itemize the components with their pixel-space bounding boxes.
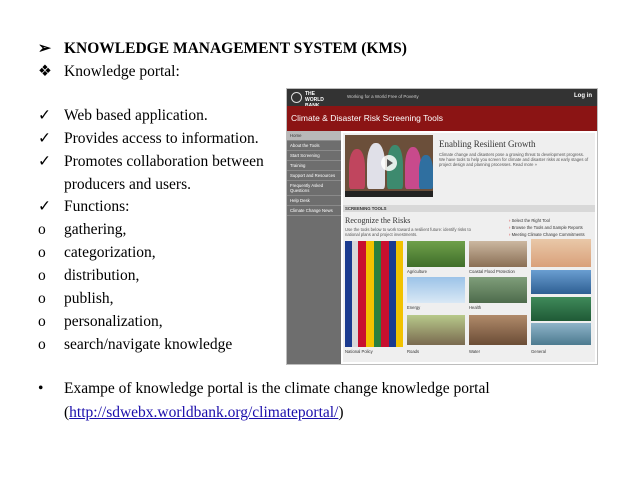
example-line [38, 380, 490, 398]
check-text: Functions: [64, 198, 130, 215]
function-text: publish, [64, 290, 114, 307]
health-image[interactable] [469, 277, 527, 303]
check-text: Web based application. [64, 107, 208, 124]
function-text: search/navigate knowledge [64, 336, 233, 353]
right-link[interactable]: › Browse the Tools and Sample Reports [509, 225, 583, 230]
function-text: categorization, [64, 244, 156, 261]
portal-nav-item[interactable]: Climate Change News [287, 206, 341, 216]
circle-bullet-icon: o [38, 267, 46, 284]
tile-label: National Policy [345, 349, 373, 354]
tile-label: Health [469, 305, 482, 310]
round-bullet-icon: • [38, 380, 44, 397]
portal-tagline: Working for a World Free of Poverty [347, 94, 419, 99]
recognize-text: Use the tools below to work toward a resilient future: identify risks to national plans and project investments. [345, 227, 471, 237]
check-item [38, 130, 259, 148]
portal-banner-title: Climate & Disaster Risk Screening Tools [291, 113, 443, 123]
arrow-icon: › [509, 232, 512, 237]
portal-sidebar [287, 131, 341, 364]
check-item-continuation [38, 176, 191, 194]
circle-bullet-icon: o [38, 313, 46, 330]
function-text: personalization, [64, 313, 163, 330]
roads-image[interactable] [407, 315, 465, 345]
portal-nav-item[interactable]: Help Desk [287, 196, 341, 206]
section-bar [343, 205, 595, 212]
arrow-bullet-icon: ➢ [38, 40, 51, 57]
check-icon: ✓ [38, 198, 51, 215]
forest-image[interactable] [531, 297, 591, 321]
check-icon: ✓ [38, 107, 51, 124]
feature-video[interactable] [345, 135, 433, 197]
arrow-icon: › [509, 218, 512, 223]
portal-nav-item[interactable]: Start Screening [287, 151, 341, 161]
function-item [38, 313, 163, 331]
tile-label: Roads [407, 349, 420, 354]
check-icon: ✓ [38, 130, 51, 147]
arrow-icon: › [509, 225, 512, 230]
tile-label: Agriculture [407, 269, 428, 274]
check-text: producers and users. [64, 176, 191, 193]
ship-image[interactable] [531, 270, 591, 294]
right-link[interactable]: › Select the Right Tool [509, 218, 550, 223]
recognize-title: Recognize the Risks [345, 216, 411, 225]
portal-login-link[interactable]: Log in [574, 93, 592, 99]
subheading-text: Knowledge portal: [64, 63, 180, 80]
paren-open: ( [64, 404, 70, 421]
circle-bullet-icon: o [38, 244, 46, 261]
example-link-line [38, 404, 344, 422]
function-text: gathering, [64, 221, 127, 238]
video-person [349, 149, 365, 189]
national-policy-image[interactable] [345, 241, 403, 347]
function-text: distribution, [64, 267, 140, 284]
portal-banner [287, 106, 597, 131]
feature-title: Enabling Resilient Growth [439, 139, 536, 149]
portal-top-bar [287, 89, 597, 106]
portal-brand: THE WORLD [305, 91, 324, 103]
climate-portal-link[interactable]: http://sdwebx.worldbank.org/climateportal/ [69, 404, 339, 421]
water-image[interactable] [469, 315, 527, 345]
general-image[interactable] [531, 323, 591, 345]
portal-nav-item[interactable]: Frequently Asked Questions [287, 181, 341, 196]
tile-label: Energy [407, 305, 421, 310]
agriculture-image[interactable] [407, 241, 465, 267]
portal-content [343, 133, 595, 362]
heading-line [38, 40, 407, 58]
play-icon[interactable] [381, 155, 397, 171]
video-controls[interactable] [345, 191, 433, 197]
function-item [38, 267, 139, 285]
function-item [38, 290, 114, 308]
check-text: Promotes collaboration between [64, 153, 264, 170]
example-text: Exampe of knowledge portal is the climate change knowledge portal [64, 380, 490, 397]
circle-bullet-icon: o [38, 290, 46, 307]
function-item [38, 244, 156, 262]
check-text: Provides access to information. [64, 130, 259, 147]
video-person [419, 155, 433, 189]
right-link[interactable]: › Meeting Climate Change Commitments [509, 232, 585, 237]
function-item [38, 221, 126, 239]
check-icon: ✓ [38, 153, 51, 170]
children-image[interactable] [531, 239, 591, 267]
portal-nav-item[interactable]: Support and Resources [287, 171, 341, 181]
tile-label: Coastal Flood Protection [469, 269, 515, 274]
circle-bullet-icon: o [38, 336, 46, 353]
circle-bullet-icon: o [38, 221, 46, 238]
coastal-flood-image[interactable] [469, 241, 527, 267]
portal-nav-item[interactable]: About the Tools [287, 141, 341, 151]
feature-text: Climate change and disasters pose a growing threat to development progress. We have tools to help you screen for climate and disaster risks at early stages of project design and planning processes. Read more » [439, 152, 589, 167]
portal-nav-item[interactable]: Home [287, 131, 341, 141]
paren-close: ) [338, 404, 344, 421]
check-item [38, 107, 208, 125]
portal-nav-item[interactable]: Training [287, 161, 341, 171]
function-item [38, 336, 232, 354]
subheading-line [38, 63, 180, 81]
heading-text: KNOWLEDGE MANAGEMENT SYSTEM (KMS) [64, 40, 407, 57]
portal-screenshot [286, 88, 598, 365]
globe-icon [291, 92, 302, 103]
energy-image[interactable] [407, 277, 465, 303]
check-item [38, 153, 264, 171]
section-label: SCREENING TOOLS [345, 206, 387, 211]
diamond-bullet-icon: ❖ [38, 63, 52, 80]
tile-label: General [531, 349, 546, 354]
tile-label: Water [469, 349, 481, 354]
check-item [38, 198, 129, 216]
